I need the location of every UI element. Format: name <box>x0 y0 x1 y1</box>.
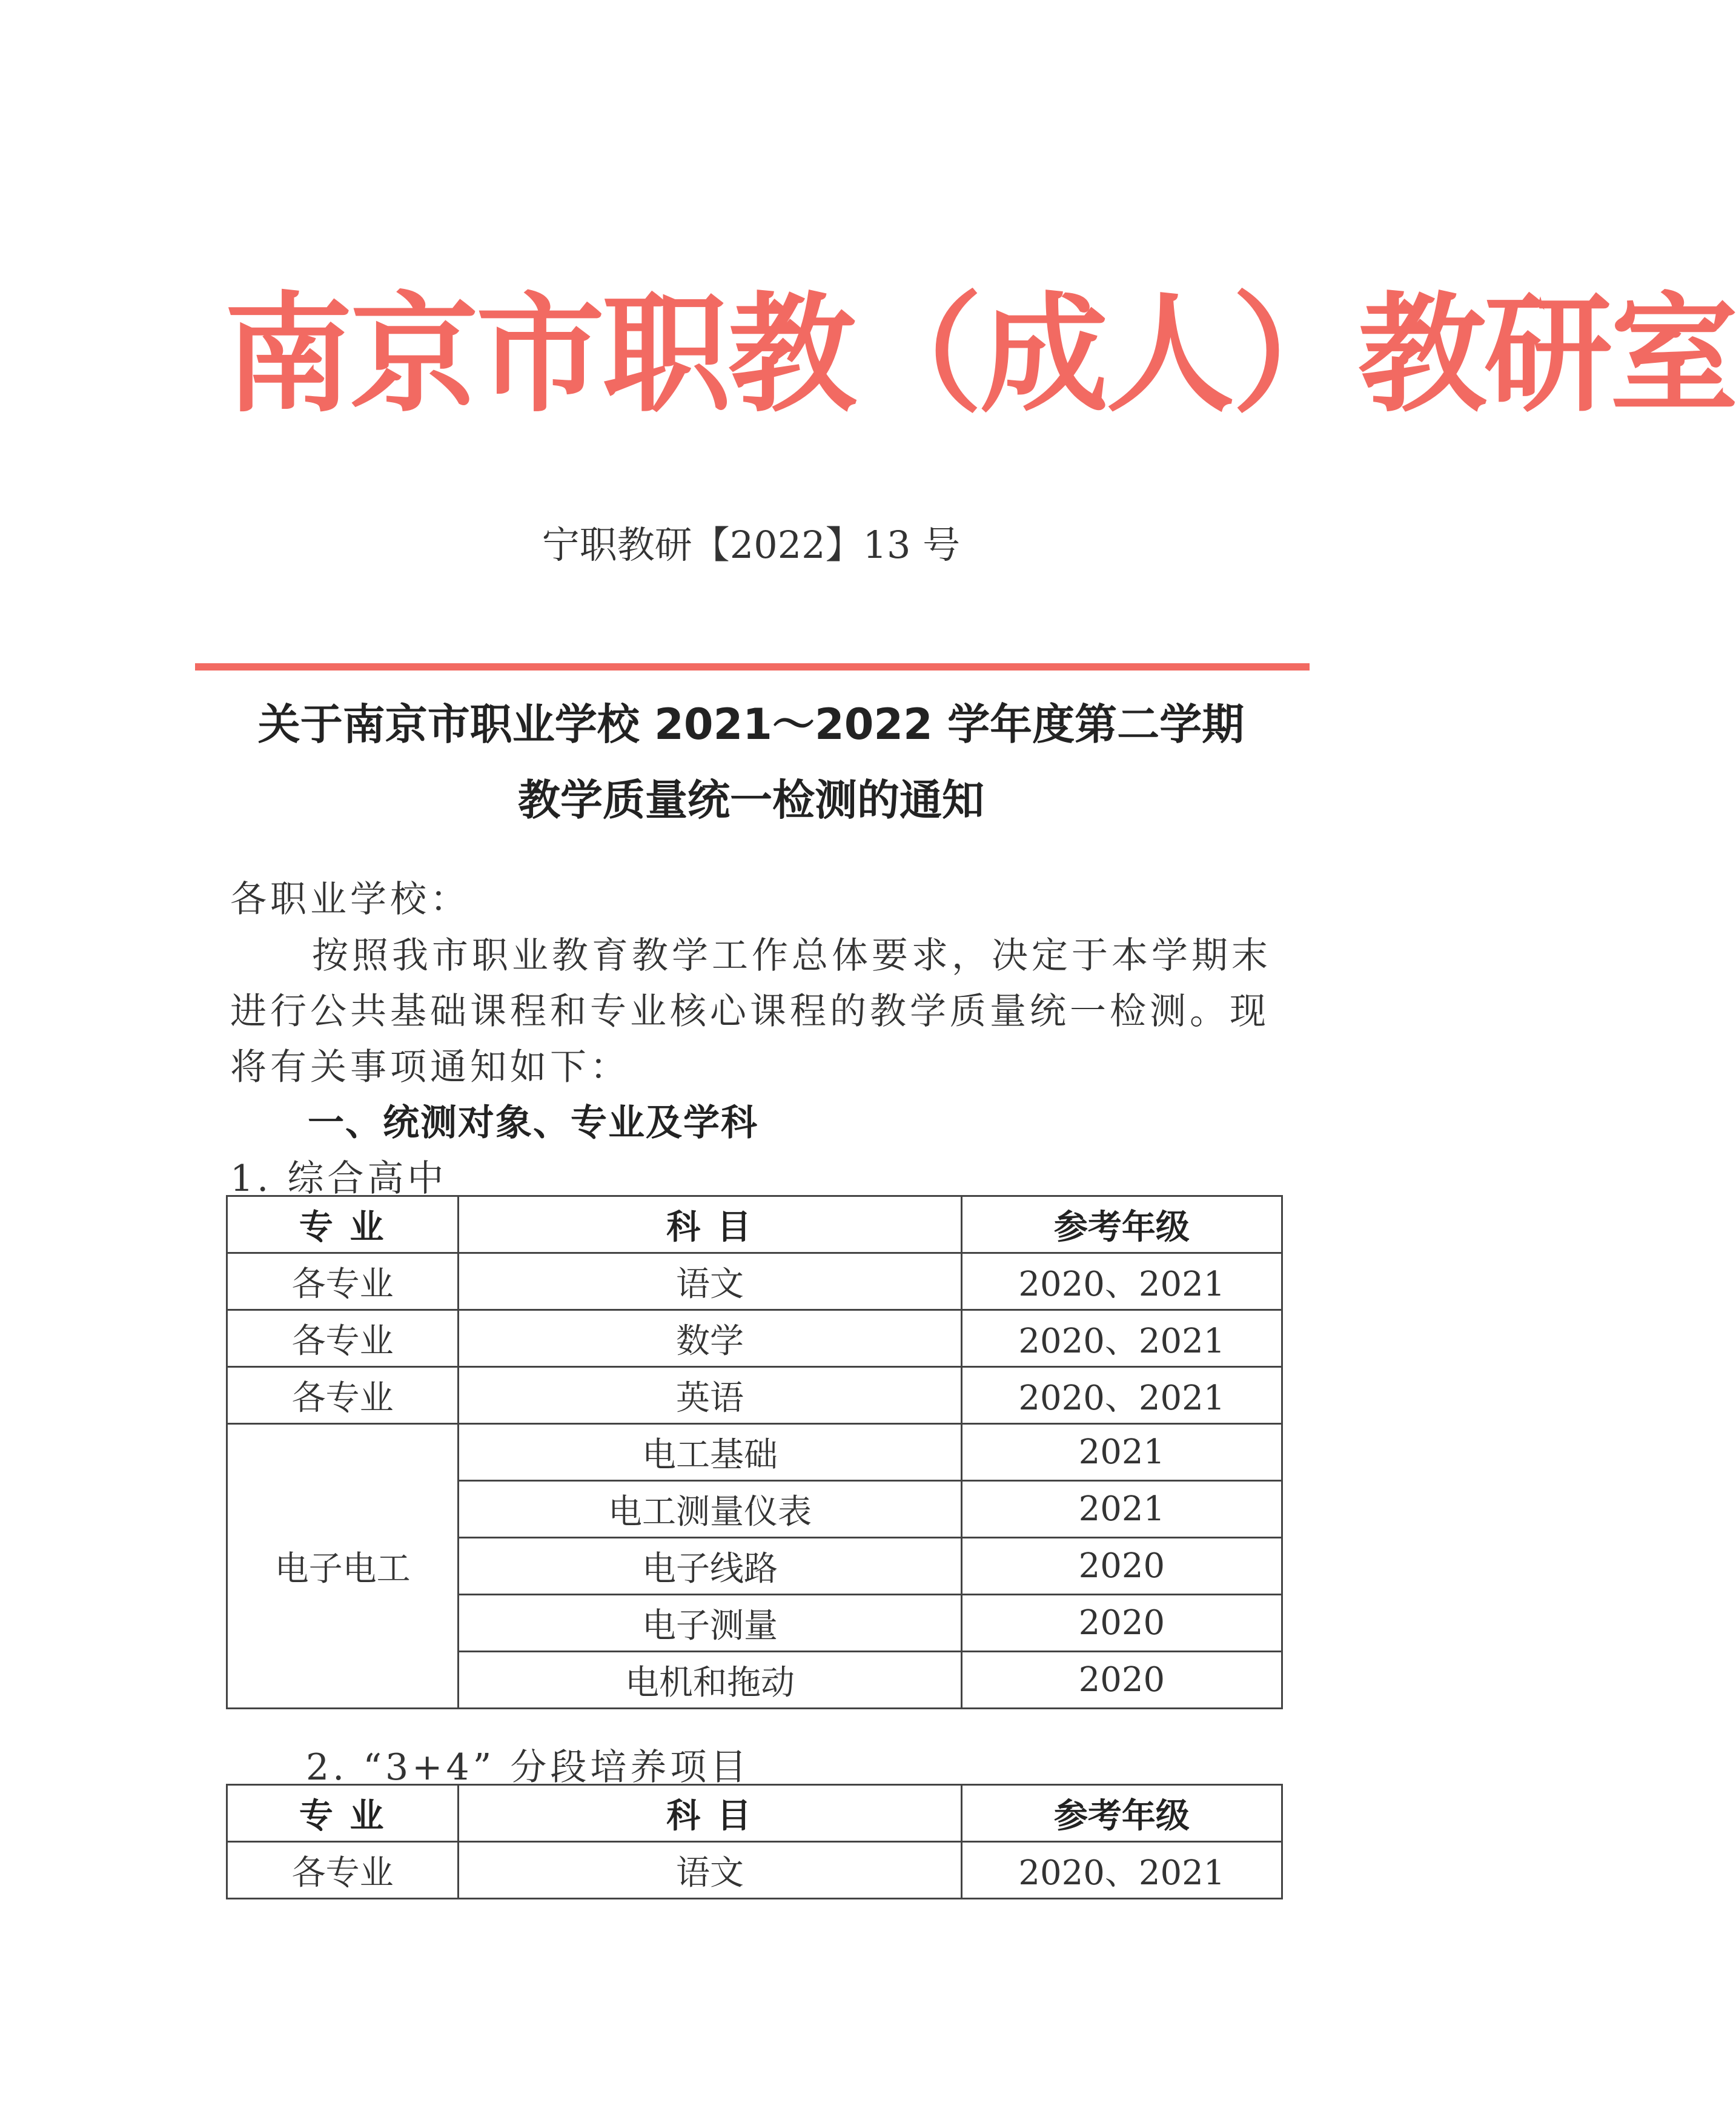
header-major: 专 业 <box>227 1196 459 1253</box>
notice-title-line-1: 关于南京市职业学校 2021～2022 学年度第二学期 <box>257 700 1245 749</box>
cell-grade: 2020 <box>961 1652 1282 1709</box>
cell-grade: 2020、2021 <box>961 1253 1282 1310</box>
cell-grade: 2021 <box>961 1481 1282 1538</box>
table-header-row <box>227 1196 1282 1253</box>
header-subject: 科 目 <box>459 1785 961 1842</box>
cell-major: 各专业 <box>227 1253 459 1310</box>
table-row <box>227 1842 1282 1899</box>
cell-subject: 语文 <box>459 1253 961 1310</box>
header-subject: 科 目 <box>459 1196 961 1253</box>
cell-subject: 电机和拖动 <box>459 1652 961 1709</box>
paragraph-line-1: 按照我市职业教育教学工作总体要求，决定于本学期末 <box>312 935 1271 977</box>
paragraph-line-2: 进行公共基础课程和专业核心课程的教学质量统一检测。现 <box>230 990 1270 1033</box>
table-header-row <box>227 1785 1282 1842</box>
cell-grade: 2020、2021 <box>961 1310 1282 1367</box>
table-row <box>227 1310 1282 1367</box>
cell-subject: 电工测量仪表 <box>459 1481 961 1538</box>
table-row <box>227 1424 1282 1481</box>
cell-grade: 2020、2021 <box>961 1367 1282 1424</box>
header-major: 专 业 <box>227 1785 459 1842</box>
paragraph-line-3: 将有关事项通知如下： <box>230 1046 630 1088</box>
cell-grade: 2021 <box>961 1424 1282 1481</box>
letterhead-title: 南京市职教（成人）教研室 <box>224 279 1736 429</box>
notice-title-line-2: 教学质量统一检测的通知 <box>518 775 984 825</box>
section-heading-1: 一、统测对象、专业及学科 <box>308 1102 758 1144</box>
subsection-heading-2: 2. “3+4” 分段培养项目 <box>306 1746 750 1789</box>
cell-major: 各专业 <box>227 1367 459 1424</box>
header-grade: 参考年级 <box>961 1196 1282 1253</box>
cell-subject: 语文 <box>459 1842 961 1899</box>
header-grade: 参考年级 <box>961 1785 1282 1842</box>
cell-grade: 2020 <box>961 1595 1282 1652</box>
cell-subject: 电子线路 <box>459 1538 961 1595</box>
cell-subject: 电工基础 <box>459 1424 961 1481</box>
table-row <box>227 1367 1282 1424</box>
table-comprehensive-high-school <box>226 1195 1283 1709</box>
table-3plus4-program <box>226 1784 1283 1899</box>
cell-subject: 数学 <box>459 1310 961 1367</box>
cell-grade: 2020 <box>961 1538 1282 1595</box>
cell-major-group: 电子电工 <box>227 1424 459 1709</box>
document-number: 宁职教研【2022】13 号 <box>542 523 961 567</box>
cell-subject: 电子测量 <box>459 1595 961 1652</box>
red-divider-line <box>195 663 1310 671</box>
cell-major: 各专业 <box>227 1310 459 1367</box>
table-row <box>227 1253 1282 1310</box>
subsection-heading-1: 1. 综合高中 <box>230 1157 448 1200</box>
salutation: 各职业学校： <box>230 878 470 921</box>
cell-major: 各专业 <box>227 1842 459 1899</box>
cell-grade: 2020、2021 <box>961 1842 1282 1899</box>
cell-subject: 英语 <box>459 1367 961 1424</box>
